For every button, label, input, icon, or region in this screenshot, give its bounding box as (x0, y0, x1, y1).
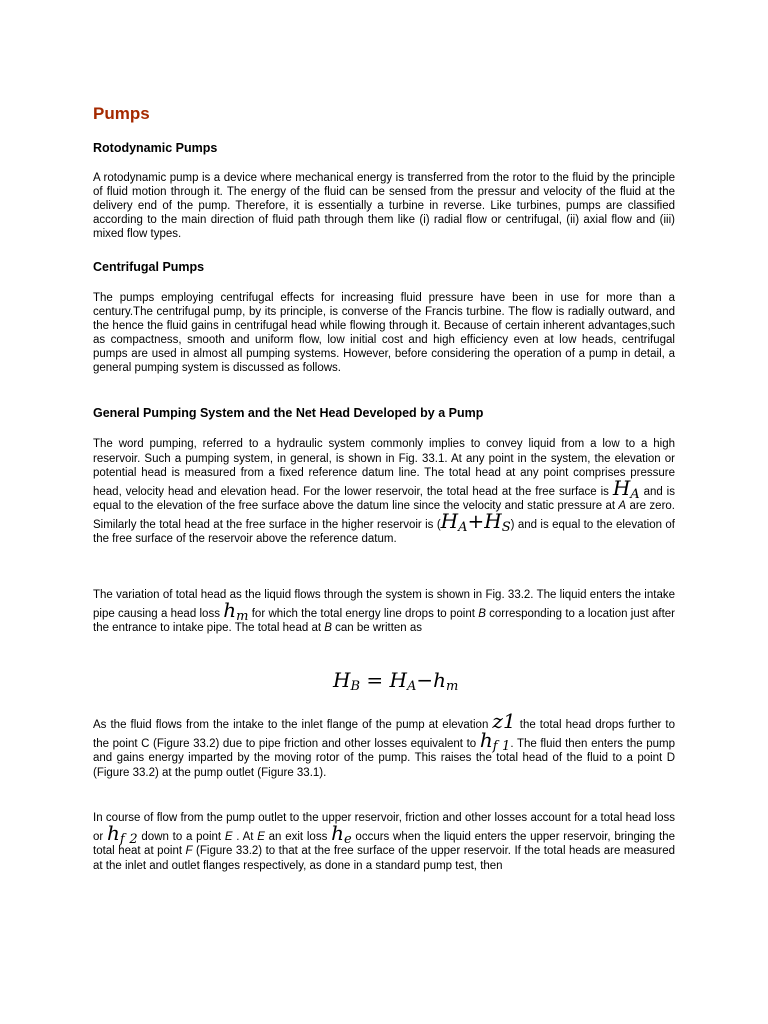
heading-general-pumping: General Pumping System and the Net Head Developed by a Pump (93, 406, 484, 420)
math-hm: hm (223, 597, 249, 624)
equation-HB: HB = HA−hm (333, 668, 459, 694)
heading-rotodynamic: Rotodynamic Pumps (93, 141, 218, 155)
page-title: Pumps (93, 104, 150, 123)
paragraph-general-pumping: The word pumping, referred to a hydraulic system commonly implies to convey liquid from a low to a high reservoir. Such a pumping system, in general, is shown in Fig. 33.1. At any point in the system, the elevation or potential head is measured from a fixed reference datum line. The total head at any point comprises pressure head, velocity head and elevation head. For the lower reservoir, the total head at the free surface is HA and is equal to the elevation of the free surface above the datum line since the velocity and static pressure at A are zero. Similarly the total head at the free surface in the higher reservoir is (HA+HS) and is equal to the elevation of the free surface of the reservoir above the reference datum. (93, 438, 676, 545)
math-hf2: hf 2 (106, 820, 138, 847)
math-he: he (331, 820, 352, 847)
math-z1: z1 (492, 709, 516, 733)
paragraph-variation: The variation of total head as the liquid flows through the system is shown in Fig. 33.2. The liquid enters the intake pipe causing a head loss hm for which the total energy line drops to point B corresponding to a location just after the entrance to intake pipe. The total head at B can be written as (93, 589, 675, 634)
math-hf1: hf 1 (479, 727, 511, 754)
paragraph-flange: As the fluid flows from the intake to the inlet flange of the pump at elevation z1 the total head drops further to the point C (Figure 33.2) due to pipe friction and other losses equivalent to hf 1. The fluid then enters the pump and gains energy imparted by the moving rotor of the pump. This raises the total head of the fluid to a point D (Figure 33.2) at the pump outlet (Figure 33.1). (93, 709, 675, 779)
paragraph-rotodynamic: A rotodynamic pump is a device where mechanical energy is transferred from the rotor to the fluid by the principle of fluid motion through it. The energy of the fluid can be sensed from the pressur and velocity of the fluid at the delivery end of the pump. Therefore, it is essentially a turbine in reverse. Like turbines, pumps are classified according to the main direction of fluid path through them like (i) radial flow or centrifugal, (ii) axial flow and (iii) mixed flow types. (93, 172, 675, 240)
math-HA-plus-HS: HA+HS (440, 508, 511, 535)
heading-centrifugal: Centrifugal Pumps (93, 260, 205, 274)
paragraph-centrifugal: The pumps employing centrifugal effects for increasing fluid pressure have been in use for more than a century.The centrifugal pump, by its principle, is converse of the Francis turbine. The flow is radially outward, and the hence the fluid gains in centrifugal head while flowing through it. Because of certain inherent advantages,such as compactness, smooth and uniform flow, low initial cost and high efficiency even at low heads, centrifugal pumps are used in almost all pumping systems. However, before considering the operation of a pump in detail, a general pumping system is discussed as follows. (93, 292, 675, 374)
math-HA: HA (612, 475, 640, 502)
paragraph-outlet: In course of flow from the pump outlet to the upper reservoir, friction and other losses account for a total head loss or hf 2 down to a point E . At E an exit loss he occurs when the liquid enters the upper reservoir, bringing the total heat at point F (Figure 33.2) to that at the free surface of the upper reservoir. If the total heads are measured at the inlet and outlet flanges respectively, as done in a standard pump test, then (93, 812, 675, 872)
